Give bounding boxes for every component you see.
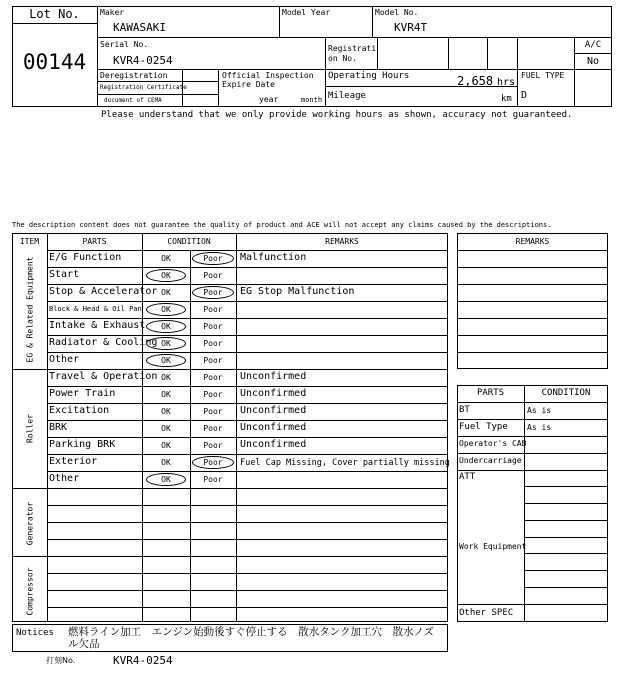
part-label: Start xyxy=(49,269,80,280)
ok-label: OK xyxy=(161,390,171,399)
part-label: Parking BRK xyxy=(49,439,116,450)
right-remark-row-line xyxy=(457,267,608,268)
cab-label: Operator's CAB xyxy=(459,439,527,448)
notices-text-line1: 燃料ライン加工 エンジン始動後すぐ停止する 散水タンク加工穴 散水ノズ xyxy=(68,626,435,638)
poor-label: Poor xyxy=(203,322,223,331)
poor-label: Poor xyxy=(203,356,223,365)
row-line xyxy=(47,386,448,387)
reg-cell-3 xyxy=(487,37,488,69)
ok-label: OK xyxy=(161,288,171,297)
inspection-divider xyxy=(325,69,326,107)
right-remark-row-line xyxy=(457,335,608,336)
ok-label: OK xyxy=(161,407,171,416)
fuel-type-value: D xyxy=(521,90,528,101)
ok-circle-mark xyxy=(146,473,186,486)
part-label: Excitation xyxy=(49,405,110,416)
maker-value: KAWASAKI xyxy=(113,21,166,34)
undercarriage-label: Undercarriage xyxy=(459,456,522,465)
row-line xyxy=(12,556,448,557)
ok-label: OK xyxy=(161,305,171,314)
row-line xyxy=(47,267,448,268)
row-line xyxy=(47,403,448,404)
work-equipment-label: Work Equipment xyxy=(459,542,527,551)
model-year-divider xyxy=(279,6,280,37)
poor-label: Poor xyxy=(203,458,223,467)
ok-circle-mark xyxy=(146,354,186,367)
row-line xyxy=(47,471,448,472)
ok-label: OK xyxy=(161,322,171,331)
maker-label: Maker xyxy=(100,8,125,17)
part-label: BRK xyxy=(49,422,68,433)
poor-label: Poor xyxy=(203,254,223,263)
fuel-type-label: FUEL TYPE xyxy=(521,71,565,80)
registration-label: Registrati on No. xyxy=(328,44,377,63)
month-label: month xyxy=(301,96,323,104)
row-line xyxy=(47,573,448,574)
disclaimer: The description content does not guarantee the quality of product and ACE will not accept any claims caused by the descriptions. xyxy=(12,221,552,229)
group-label-eg: EG & Related Equipment xyxy=(25,256,35,363)
right-parts-row-line xyxy=(457,402,608,403)
poor-label: Poor xyxy=(203,271,223,280)
stamp-label: 打刻No. xyxy=(46,656,76,665)
reg-cell-1 xyxy=(377,37,378,69)
row-line xyxy=(47,420,448,421)
right-remark-row-line xyxy=(457,318,608,319)
serial-divider xyxy=(325,37,326,69)
ok-circle-mark xyxy=(146,303,186,316)
right-parts-row-line xyxy=(457,419,608,420)
hrs-label: hrs xyxy=(497,77,516,88)
inspection-label-1: Official Inspection xyxy=(222,71,314,80)
col-item-header: ITEM xyxy=(19,237,40,246)
right-parts-row-line xyxy=(457,604,608,605)
poor-circle-mark xyxy=(192,456,234,469)
poor-label: Poor xyxy=(203,407,223,416)
right-parts-row-line xyxy=(524,553,608,554)
part-label: E/G Function xyxy=(49,252,122,263)
row-line xyxy=(47,505,448,506)
col-condition-header: CONDITION xyxy=(167,237,211,246)
remark-text: Unconfirmed xyxy=(240,405,307,416)
ok-circle-mark xyxy=(146,320,186,333)
right-parts-row-line xyxy=(524,570,608,571)
part-label: Power Train xyxy=(49,388,116,399)
row-line xyxy=(12,369,448,370)
right-parts-row-line xyxy=(524,486,608,487)
right-parts-row-line xyxy=(457,453,608,454)
stamp-value: KVR4-0254 xyxy=(113,654,173,667)
row-line xyxy=(47,284,448,285)
ok-label: OK xyxy=(161,271,171,280)
row-line xyxy=(47,607,448,608)
part-label: Stop & Accelerator xyxy=(49,286,158,297)
notices-text-line2: ル欠品 xyxy=(68,638,100,650)
part-label: Other xyxy=(49,354,80,365)
right-parts-row-line xyxy=(457,436,608,437)
poor-label: Poor xyxy=(203,441,223,450)
dereg-line-2 xyxy=(97,94,218,95)
dereg-line-1 xyxy=(97,81,218,82)
poor-label: Poor xyxy=(203,288,223,297)
poor-label: Poor xyxy=(203,390,223,399)
right-remark-row-line xyxy=(457,301,608,302)
model-no-value: KVR4T xyxy=(394,21,428,34)
ac-value: No xyxy=(586,56,600,67)
poor-label: Poor xyxy=(203,424,223,433)
poor-label: Poor xyxy=(203,339,223,348)
part-label: Radiator & Cooling xyxy=(49,337,158,348)
group-label-roller: Roller xyxy=(25,414,35,443)
poor-circle-mark xyxy=(192,286,234,299)
right-remark-row-line xyxy=(457,352,608,353)
poor-label: Poor xyxy=(203,305,223,314)
row-line xyxy=(12,488,448,489)
model-no-divider xyxy=(372,6,373,37)
condition-col-divider xyxy=(236,233,237,622)
model-year-label: Model Year xyxy=(282,8,331,17)
remark-text: Unconfirmed xyxy=(240,388,307,399)
serial-value: KVR4-0254 xyxy=(113,54,173,67)
remark-text: Fuel Cap Missing, Cover partially missing xyxy=(240,458,450,468)
year-label: year xyxy=(259,95,279,104)
right-condition-header: CONDITION xyxy=(541,388,591,398)
lot-number: 00144 xyxy=(22,50,87,74)
part-label: Other xyxy=(49,473,80,484)
right-parts-row-line xyxy=(457,470,608,471)
ok-label: OK xyxy=(161,356,171,365)
col-parts-header: PARTS xyxy=(82,237,107,246)
ok-label: OK xyxy=(161,475,171,484)
row-line xyxy=(47,522,448,523)
right-parts-row-line xyxy=(524,537,608,538)
part-label: Intake & Exhaust xyxy=(49,320,146,331)
poor-label: Poor xyxy=(203,475,223,484)
notices-label: Notices xyxy=(16,628,54,638)
ok-label: OK xyxy=(161,458,171,467)
row-line xyxy=(47,335,448,336)
bt-value: As is xyxy=(527,406,552,415)
other-spec-label: Other SPEC xyxy=(459,608,514,618)
model-no-label: Model No. xyxy=(375,8,419,17)
right-remarks-header: REMARKS xyxy=(515,237,550,246)
part-label: Block & Head & Oil Pan xyxy=(49,305,142,313)
row-line xyxy=(47,301,448,302)
hours-divider xyxy=(517,69,518,107)
lot-label: Lot No. xyxy=(29,7,80,21)
ok-label: OK xyxy=(161,254,171,263)
row-line xyxy=(47,590,448,591)
hours-note: Please understand that we only provide working hours as shown, accuracy not guaranteed. xyxy=(101,110,573,120)
cema-label: document of CEMA xyxy=(104,97,162,104)
reg-cert-label: Registration Certificate xyxy=(100,84,187,91)
reg-cell-4 xyxy=(517,37,518,69)
ok-label: OK xyxy=(161,373,171,382)
right-parts-row-line xyxy=(524,503,608,504)
row-line xyxy=(47,352,448,353)
remark-text: EG Stop Malfunction xyxy=(240,286,355,297)
row-line xyxy=(47,250,448,251)
col-remarks-header: REMARKS xyxy=(325,237,359,246)
ok-label: OK xyxy=(161,441,171,450)
fuel-type-right-label: Fuel Type xyxy=(459,422,508,432)
ac-label: A/C xyxy=(584,40,602,50)
inspection-label-2: Expire Date xyxy=(222,80,275,89)
operating-hours-value: 2,658 xyxy=(457,74,494,88)
row-line xyxy=(47,318,448,319)
group-label-compressor: Compressor xyxy=(25,567,35,616)
poor-label: Poor xyxy=(203,373,223,382)
row-line xyxy=(47,437,448,438)
lot-divider xyxy=(97,6,98,107)
remark-text: Unconfirmed xyxy=(240,439,307,450)
ok-label: OK xyxy=(161,424,171,433)
remark-text: Unconfirmed xyxy=(240,422,307,433)
mileage-label: Mileage xyxy=(328,91,366,101)
row-line xyxy=(47,454,448,455)
right-parts-header: PARTS xyxy=(476,388,505,398)
header-row2-line xyxy=(97,69,612,70)
ac-line xyxy=(574,53,612,54)
att-label: ATT xyxy=(459,472,476,482)
ok-circle-mark xyxy=(146,269,186,282)
row-line xyxy=(47,539,448,540)
part-label: Exterior xyxy=(49,456,98,467)
deregistration-label: Deregistration xyxy=(100,71,168,80)
poor-circle-mark xyxy=(192,252,234,265)
km-label: km xyxy=(501,94,512,104)
right-remark-row-line xyxy=(457,250,608,251)
bt-label: BT xyxy=(459,405,470,415)
right-parts-row-line xyxy=(524,520,608,521)
reg-cell-2 xyxy=(448,37,449,69)
header-row1-line xyxy=(97,37,612,38)
remark-text: Malfunction xyxy=(240,252,307,263)
operating-hours-label: Operating Hours xyxy=(328,71,410,81)
lot-header-line xyxy=(12,23,97,24)
group-label-generator: Generator xyxy=(25,501,35,546)
part-label: Travel & Operation xyxy=(49,371,158,382)
dereg-divider xyxy=(218,69,219,107)
remark-text: Unconfirmed xyxy=(240,371,307,382)
right-remark-row-line xyxy=(457,284,608,285)
ok-circle-mark xyxy=(146,337,186,350)
item-col-divider xyxy=(47,233,48,622)
serial-label: Serial No. xyxy=(100,40,149,49)
ok-label: OK xyxy=(161,339,171,348)
right-parts-row-line xyxy=(524,587,608,588)
fuel-type-right-value: As is xyxy=(527,423,552,432)
